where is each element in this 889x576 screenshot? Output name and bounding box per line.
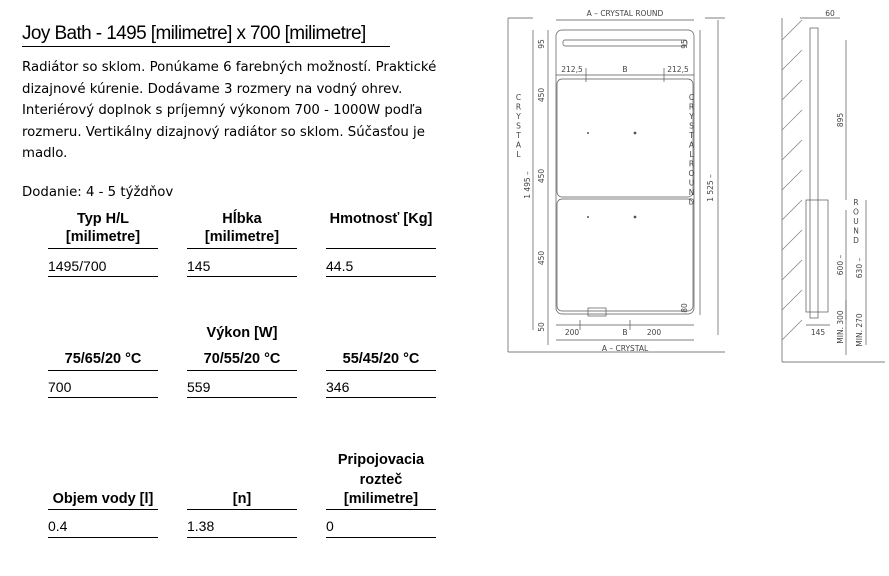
label-80: 80 (680, 303, 689, 313)
value-rule (48, 537, 158, 538)
value-connection-spacing: 0 (326, 518, 334, 534)
value-power-75: 700 (48, 379, 72, 395)
label-a-crystal: A – CRYSTAL (601, 344, 649, 353)
value-depth: 145 (187, 258, 211, 274)
header-rule (187, 248, 297, 249)
label-600: 600 – (836, 254, 845, 276)
label-50: 50 (537, 322, 546, 332)
glass-panel-upper (557, 79, 693, 197)
header-rule (187, 509, 297, 510)
label-b-bottom: B (622, 328, 628, 337)
header-power-75: 75/65/20 °C (64, 351, 142, 367)
label-895: 895 (836, 112, 845, 128)
header-rule (326, 509, 436, 510)
label-450c: 450 (537, 250, 546, 266)
power-group-title: Výkon [W] (206, 325, 278, 341)
label-crystal-vertical (515, 93, 522, 159)
value-rule (48, 397, 158, 398)
header-rule (48, 248, 158, 249)
label-b-top: B (622, 65, 628, 74)
header-rule (48, 509, 158, 510)
label-450a: 450 (537, 87, 546, 103)
value-rule (326, 537, 436, 538)
label-1495: 1 495 – (523, 171, 532, 199)
value-weight: 44.5 (326, 258, 354, 274)
header-n: [n] (232, 491, 252, 507)
header-rule (326, 370, 436, 371)
value-water-volume: 0.4 (48, 518, 68, 534)
label-450b: 450 (537, 168, 546, 184)
mounting-points (587, 132, 636, 219)
label-round-side (853, 198, 859, 245)
label-round-side-text: R O U N D (853, 198, 859, 245)
label-200a: 200 (564, 328, 580, 337)
label-crystal-text: C R Y S T A L (515, 93, 523, 159)
header-power-70: 70/55/20 °C (203, 351, 281, 367)
header-rule (326, 248, 436, 249)
header-connection-spacing: Pripojovacia rozteč [milimetre] (337, 452, 425, 507)
label-a-crystal-round: A – CRYSTAL ROUND (586, 9, 664, 18)
label-1525: 1 525 – (706, 174, 715, 202)
header-rule (48, 370, 158, 371)
glass-panel-lower (557, 199, 693, 311)
label-min270: MIN. 270 (855, 313, 864, 347)
header-water-volume: Objem vody [l] (52, 491, 154, 507)
value-power-70: 559 (187, 379, 211, 395)
header-depth: Hĺbka [milimetre] (204, 211, 280, 245)
value-rule (187, 276, 297, 277)
label-2125b: 212,5 (667, 65, 689, 74)
value-rule (48, 276, 158, 277)
value-rule (187, 537, 297, 538)
technical-drawing (495, 0, 889, 576)
value-rule (326, 276, 436, 277)
label-630: 630 – (855, 257, 864, 279)
header-rule (187, 370, 297, 371)
product-description: Radiátor so sklom. Ponúkame 6 farebných možností. Praktické dizajnové kúrenie. Dodávame 3 rozmery na vodný ohrev. Interiérový doplnok s príjemný výkonom 700 - 1000W podľa rozmeru. Vertikálny dizajnový radiátor so sklom. Súčasťou je madlo. (22, 60, 437, 161)
label-2125a: 212,5 (561, 65, 583, 74)
title-underline (22, 46, 390, 47)
label-crystal-round-text: C R Y S T A L R O U N D (688, 93, 696, 207)
wall-hatch (782, 20, 802, 340)
header-weight: Hmotnosť [Kg] (329, 211, 433, 227)
header-type: Typ H/L [milimetre] (65, 211, 141, 245)
label-95b: 95 (680, 39, 689, 49)
towel-bar (563, 40, 687, 46)
label-145: 145 (810, 328, 826, 337)
value-type: 1495/700 (48, 258, 107, 274)
label-crystal-round-vertical (688, 93, 695, 207)
label-95a: 95 (537, 39, 546, 49)
label-200b: 200 (646, 328, 662, 337)
label-min300: MIN. 300 (836, 310, 845, 344)
value-rule (326, 397, 436, 398)
radiator-side-profile (810, 28, 818, 318)
value-rule (187, 397, 297, 398)
valve-block (588, 308, 606, 316)
product-title: Joy Bath - 1495 [milimetre] x 700 [milimetre] (22, 23, 366, 44)
side-connection-block (806, 200, 828, 312)
value-n: 1.38 (187, 518, 215, 534)
delivery-time: Dodanie: 4 - 5 týždňov (22, 185, 174, 200)
value-power-55: 346 (326, 379, 350, 395)
label-60: 60 (825, 9, 835, 18)
header-power-55: 55/45/20 °C (342, 351, 420, 367)
